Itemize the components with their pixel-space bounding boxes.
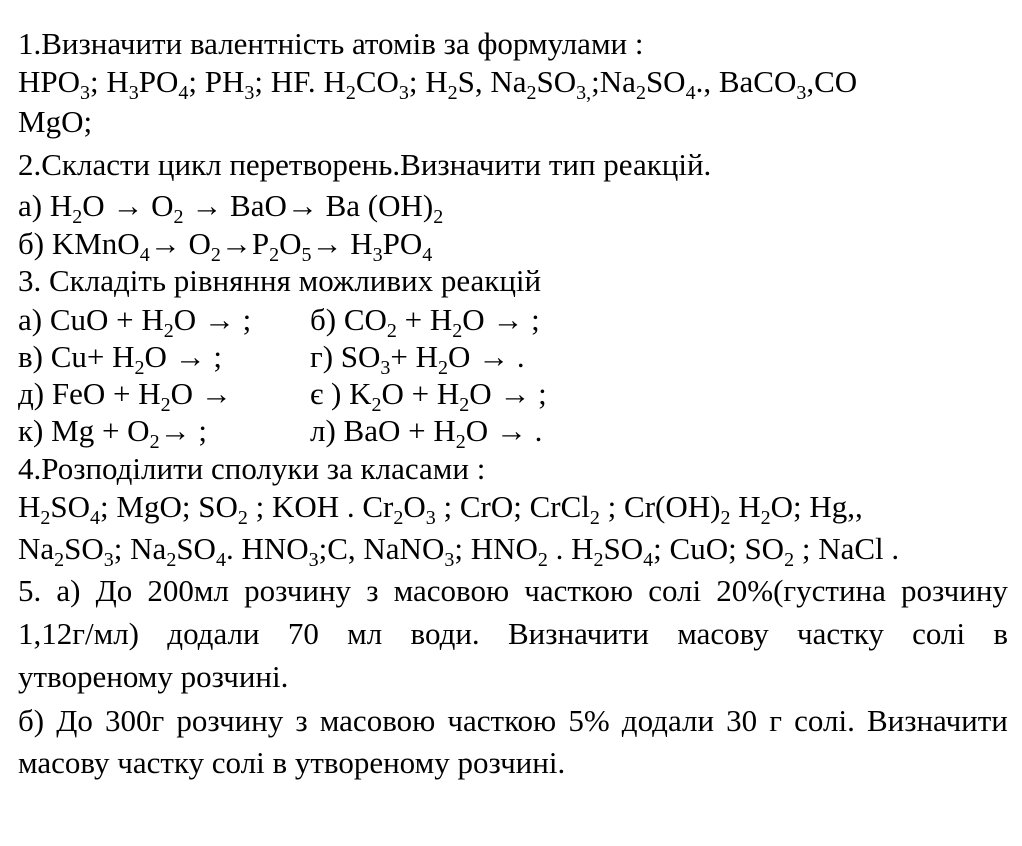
word: масову [677, 616, 769, 651]
subscript: 3 [444, 549, 455, 571]
formula-text: в) Cu+ H [18, 339, 135, 374]
subscript: 2 [635, 82, 646, 104]
formula-text: O [403, 489, 426, 524]
task5-b-line1 [18, 703, 1008, 739]
word: г [769, 703, 783, 738]
formula-text: CO [355, 64, 399, 99]
subscript: 3 [103, 549, 114, 571]
task1-formulas-cont: MgO; [18, 104, 93, 139]
task4-title: 4.Розподілити сполуки за класами : [18, 451, 486, 486]
task3-title: 3. Складіть рівняння можливих реакцій [18, 263, 542, 298]
subscript: 3 [398, 82, 409, 104]
word: в [993, 616, 1008, 651]
subscript: 2 [160, 394, 171, 416]
word: 5. [18, 573, 42, 608]
word: додали [167, 616, 260, 651]
subscript: 2 [173, 206, 184, 228]
subscript: 2 [72, 206, 83, 228]
word: води. [410, 616, 480, 651]
reaction-left [18, 413, 207, 453]
formula-text: → O [149, 226, 211, 261]
formula-text: ;C, NaNO [318, 531, 445, 566]
word: з [366, 573, 379, 608]
subscript: 4 [643, 549, 654, 571]
formula-text: ; H [408, 64, 448, 99]
subscript: 2 [593, 549, 604, 571]
subscript: 4 [685, 82, 696, 104]
word: розчину [901, 573, 1008, 608]
reaction-left [18, 376, 232, 416]
subscript: 2 [386, 320, 397, 342]
subscript: 4 [215, 549, 226, 571]
word: 200мл [147, 573, 230, 608]
formula-text: → H [311, 226, 373, 261]
task3-row [18, 376, 547, 416]
formula-text: H [730, 489, 761, 524]
word: масовою [319, 703, 436, 738]
subscript: 2 [371, 394, 382, 416]
word: До [56, 703, 93, 738]
word: з [295, 703, 308, 738]
word: розчину [176, 703, 284, 738]
subscript: 2 [455, 431, 466, 453]
task1-title: 1.Визначити валентність атомів за формулами : [18, 26, 644, 61]
formula-text: →P [220, 226, 270, 261]
formula-text: SO [603, 531, 644, 566]
word: 20%(густина [716, 573, 886, 608]
formula-text: O → O [82, 188, 174, 223]
word: часткою [447, 703, 557, 738]
word: додали [621, 703, 715, 738]
formula-text: + H [390, 339, 439, 374]
formula-text: SO [50, 489, 91, 524]
subscript: 2 [526, 82, 537, 104]
formula-text: ; PH [188, 64, 245, 99]
formula-text: а) CuO + H [18, 302, 164, 337]
word: солі. [794, 703, 855, 738]
subscript: 2 [40, 507, 51, 529]
formula-text: O + H [381, 376, 460, 411]
task5-a-line1 [18, 573, 1008, 609]
formula-text: ; HNO [454, 531, 538, 566]
formula-text: д) FeO + H [18, 376, 161, 411]
word: частку [797, 616, 884, 651]
word: Визначити [866, 703, 1008, 738]
word: 1,12г/мл) [18, 616, 139, 651]
word: Визначити [507, 616, 649, 651]
subscript: 3 [308, 549, 319, 571]
word: 70 [287, 616, 319, 651]
reaction-right [310, 376, 547, 416]
task1-formulas [18, 64, 858, 104]
subscript: 3 [380, 357, 391, 379]
subscript: 2 [210, 244, 221, 266]
subscript: 2 [166, 549, 177, 571]
subscript: 4 [139, 244, 150, 266]
formula-text: SO [64, 531, 104, 566]
formula-text: . HNO [225, 531, 309, 566]
word: мл [347, 616, 383, 651]
subscript: 3 [425, 507, 436, 529]
formula-text: г) SO [310, 339, 381, 374]
formula-text: ; KOH . Cr [247, 489, 394, 524]
formula-text: ;Na [591, 64, 636, 99]
formula-text: O → ; [144, 339, 223, 374]
formula-text: O; Hg,, [770, 489, 863, 524]
formula-text: ; Na [113, 531, 167, 566]
task3-row [18, 339, 525, 379]
subscript: 2 [269, 244, 280, 266]
word: До [95, 573, 133, 608]
reaction-left [18, 339, 223, 379]
subscript: 4 [422, 244, 433, 266]
subscript: 3 [244, 82, 255, 104]
formula-text: PO [382, 226, 423, 261]
subscript: 4 [178, 82, 189, 104]
task3-row [18, 413, 543, 453]
subscript: 2 [345, 82, 356, 104]
word: часткою [524, 573, 634, 608]
formula-text: O [279, 226, 302, 261]
subscript: 2 [720, 507, 731, 529]
formula-text: HPO [18, 64, 81, 99]
subscript: 2 [589, 507, 600, 529]
formula-text: PO [138, 64, 179, 99]
task5-a-line2 [18, 616, 1008, 652]
formula-text: ; Cr(OH) [599, 489, 721, 524]
word: 5% [568, 703, 610, 738]
formula-text: б) CO [310, 302, 387, 337]
subscript: 3 [128, 82, 139, 104]
subscript: 2 [393, 507, 404, 529]
word: солі [912, 616, 966, 651]
formula-text: ., BaCO [695, 64, 797, 99]
word: розчину [244, 573, 352, 608]
subscript: 2 [760, 507, 771, 529]
task5-a-line3: утвореному розчині. [18, 659, 289, 694]
subscript: 2 [537, 549, 548, 571]
subscript: 2 [163, 320, 174, 342]
subscript: 2 [433, 206, 444, 228]
word: 30 [726, 703, 758, 738]
formula-text: ; H [90, 64, 129, 99]
formula-text: SO [176, 531, 216, 566]
task2-chain-a [18, 188, 444, 228]
formula-text: ; MgO; SO [100, 489, 238, 524]
formula-text: O → ; [469, 376, 547, 411]
formula-text: O → ; [173, 302, 252, 337]
formula-text: O → ; [462, 302, 540, 337]
subscript: 3 [796, 82, 807, 104]
formula-text: ; CuO; SO [653, 531, 785, 566]
subscript: 3 [80, 82, 91, 104]
formula-text: Na [18, 531, 55, 566]
subscript: 2 [54, 549, 65, 571]
subscript: 2 [784, 549, 795, 571]
formula-text: O → . [448, 339, 525, 374]
word: 300г [105, 703, 165, 738]
formula-text: + H [396, 302, 453, 337]
word: солі [648, 573, 702, 608]
task4-compounds [18, 489, 863, 529]
subscript: 2 [438, 357, 449, 379]
formula-text: SO [536, 64, 577, 99]
task4-compounds-cont [18, 531, 900, 571]
formula-text: → BaO→ Ba (OH) [183, 188, 434, 223]
word: масовою [393, 573, 510, 608]
task5-b-line2: масову частку солі в утвореному розчині. [18, 745, 566, 780]
formula-text: к) Mg + O [18, 413, 150, 448]
subscript: 2 [459, 394, 470, 416]
formula-text: O → . [465, 413, 543, 448]
formula-text: H [18, 489, 41, 524]
formula-text: SO [645, 64, 686, 99]
subscript: 3, [576, 82, 592, 104]
subscript: 4 [90, 507, 101, 529]
reaction-right [310, 339, 525, 379]
task2-chain-b [18, 226, 433, 266]
reaction-right [310, 302, 540, 342]
formula-text: S, Na [457, 64, 527, 99]
formula-text: . H [547, 531, 594, 566]
reaction-right [310, 413, 543, 453]
task2-title: 2.Скласти цикл перетворень.Визначити тип реакцій. [18, 147, 712, 182]
word: а) [56, 573, 81, 608]
formula-text: ,CO [806, 64, 858, 99]
formula-text: л) BaO + H [310, 413, 456, 448]
formula-text: а) H [18, 188, 73, 223]
subscript: 2 [237, 507, 248, 529]
subscript: 5 [301, 244, 312, 266]
subscript: 2 [134, 357, 145, 379]
task3-row [18, 302, 540, 342]
subscript: 2 [452, 320, 463, 342]
subscript: 3 [372, 244, 383, 266]
formula-text: O → [170, 376, 232, 411]
formula-text: → ; [159, 413, 207, 448]
subscript: 2 [447, 82, 458, 104]
formula-text: б) KMnO [18, 226, 140, 261]
word: б) [18, 703, 45, 738]
formula-text: ; NaCl . [794, 531, 900, 566]
reaction-left [18, 302, 252, 342]
formula-text: є ) K [310, 376, 372, 411]
formula-text: ; CrO; CrCl [435, 489, 590, 524]
formula-text: ; HF. H [254, 64, 346, 99]
subscript: 2 [149, 431, 160, 453]
